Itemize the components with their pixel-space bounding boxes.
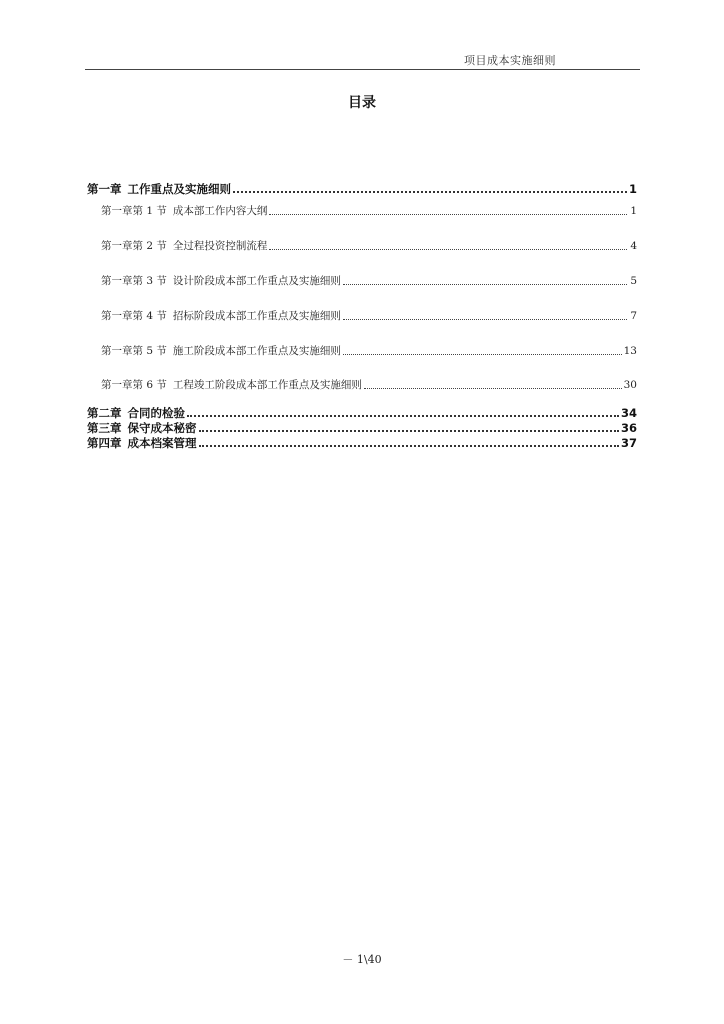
dot-leader [343, 307, 627, 320]
dot-leader [269, 237, 627, 250]
toc-entry-title: 施工阶段成本部工作重点及实施细则 [172, 345, 341, 357]
toc-entry-section-5[interactable] [87, 342, 637, 358]
dot-leader [233, 179, 627, 193]
running-header-title: 项目成本实施细则 [464, 54, 556, 67]
toc-entry-label: 第三章 [87, 421, 122, 435]
toc-entry-section-3[interactable] [87, 272, 637, 288]
toc-entry-page: 4 [630, 240, 637, 252]
toc-entry-title: 合同的检验 [127, 406, 185, 420]
toc-entry-page: 37 [620, 436, 637, 450]
toc-entry-page: 13 [623, 345, 637, 357]
header-rule [85, 69, 640, 70]
toc-entry-label: 第一章第 1 节 [101, 205, 167, 217]
toc-entry-page: 5 [630, 275, 637, 287]
dot-leader [187, 403, 619, 417]
toc-entry-chapter-4[interactable] [87, 433, 637, 450]
toc-entry-section-2[interactable] [87, 237, 637, 253]
toc-entry-label: 第一章第 3 节 [101, 275, 167, 287]
toc-entry-label: 第一章第 6 节 [101, 379, 167, 391]
toc-entry-label: 第一章 [87, 182, 122, 196]
toc-entry-title: 成本部工作内容大纲 [172, 205, 268, 217]
toc-entry-title: 工作重点及实施细则 [127, 182, 231, 196]
dot-leader [269, 202, 627, 215]
toc-entry-section-1[interactable] [87, 202, 637, 218]
toc-entry-page: 7 [630, 310, 637, 322]
toc-entry-label: 第二章 [87, 406, 122, 420]
page-title: 目录 [348, 95, 376, 111]
toc-entry-label: 第一章第 2 节 [101, 240, 167, 252]
toc-entry-label: 第一章第 4 节 [101, 310, 167, 322]
toc-entry-title: 设计阶段成本部工作重点及实施细则 [172, 275, 341, 287]
toc-entry-page: 30 [623, 379, 637, 391]
dot-leader [364, 376, 622, 389]
toc-entry-title: 招标阶段成本部工作重点及实施细则 [172, 310, 341, 322]
toc-entry-title: 全过程投资控制流程 [172, 240, 268, 252]
page-number: － 1\40 [342, 953, 382, 966]
dot-leader [199, 433, 619, 447]
toc-entry-title: 成本档案管理 [127, 436, 197, 450]
toc-entry-section-6[interactable] [87, 376, 637, 392]
toc-entry-label: 第一章第 5 节 [101, 345, 167, 357]
dot-leader [343, 342, 622, 355]
toc-entry-chapter-1[interactable] [87, 179, 637, 196]
toc-entry-page: 1 [628, 182, 637, 196]
toc-entry-title: 保守成本秘密 [127, 421, 197, 435]
toc-entry-label: 第四章 [87, 436, 122, 450]
toc-entry-title: 工程竣工阶段成本部工作重点及实施细则 [172, 379, 362, 391]
dot-leader [343, 272, 627, 285]
toc-entry-section-4[interactable] [87, 307, 637, 323]
toc-entry-page: 34 [620, 406, 637, 420]
toc-entry-page: 36 [620, 421, 637, 435]
toc-entry-page: 1 [630, 205, 637, 217]
dot-leader [199, 418, 619, 432]
